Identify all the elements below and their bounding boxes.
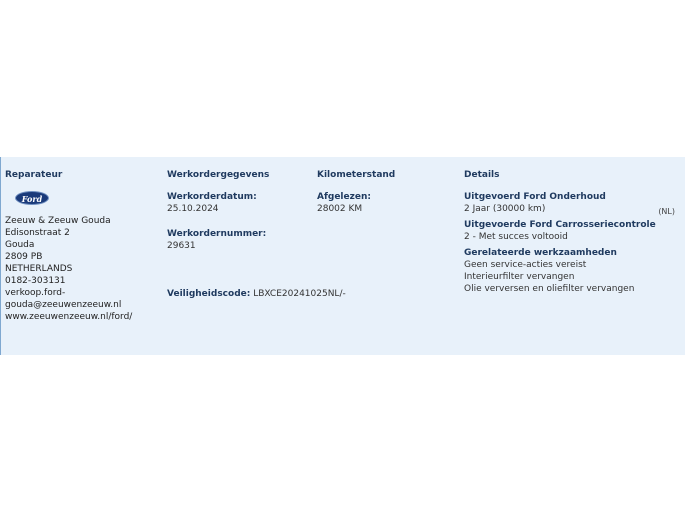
details-line: 2 Jaar (30000 km) bbox=[464, 204, 546, 214]
address-line: gouda@zeeuwenzeeuw.nl bbox=[5, 300, 122, 310]
details-section-title: Uitgevoerde Ford Carrosseriecontrole bbox=[464, 220, 656, 230]
mileage-column bbox=[317, 169, 457, 215]
workorder-header: Werkordergegevens bbox=[167, 170, 270, 180]
repairer-address bbox=[5, 215, 155, 323]
service-record-panel bbox=[0, 157, 685, 355]
address-line: NETHERLANDS bbox=[5, 264, 73, 274]
details-line: Interieurfilter vervangen bbox=[464, 272, 575, 282]
details-section-title: Uitgevoerd Ford Onderhoud bbox=[464, 192, 606, 202]
address-line: Gouda bbox=[5, 240, 35, 250]
details-line: 2 - Met succes voltooid bbox=[464, 232, 568, 242]
repairer-header: Reparateur bbox=[5, 170, 63, 180]
details-line: Geen service-acties vereist bbox=[464, 260, 587, 270]
workorder-date-value: 25.10.2024 bbox=[167, 204, 219, 214]
repairer-column bbox=[5, 169, 155, 323]
country-code: (NL) bbox=[658, 207, 675, 216]
workorder-date bbox=[167, 191, 312, 215]
workorder-date-label: Werkorderdatum: bbox=[167, 192, 257, 202]
security-code-label: Veiligheidscode: bbox=[167, 289, 251, 299]
details-column bbox=[464, 169, 679, 299]
address-line: www.zeeuwenzeeuw.nl/ford/ bbox=[5, 312, 133, 322]
ford-logo-icon: Ford bbox=[15, 191, 49, 205]
details-section bbox=[464, 191, 679, 215]
workorder-column bbox=[167, 169, 312, 265]
details-section bbox=[464, 219, 679, 243]
address-line: 0182-303131 bbox=[5, 276, 66, 286]
security-code bbox=[167, 289, 346, 299]
security-code-value: LBXCE20241025NL/- bbox=[253, 289, 346, 299]
address-line: verkoop.ford- bbox=[5, 288, 66, 298]
workorder-number bbox=[167, 228, 312, 252]
details-header: Details bbox=[464, 170, 500, 180]
address-line: 2809 PB bbox=[5, 252, 43, 262]
workorder-number-label: Werkordernummer: bbox=[167, 229, 267, 239]
mileage-read-label: Afgelezen: bbox=[317, 192, 371, 202]
mileage-read-value: 28002 KM bbox=[317, 204, 363, 214]
details-section-title: Gerelateerde werkzaamheden bbox=[464, 248, 617, 258]
address-line: Edisonstraat 2 bbox=[5, 228, 70, 238]
address-line: Zeeuw & Zeeuw Gouda bbox=[5, 216, 111, 226]
details-line: Olie verversen en oliefilter vervangen bbox=[464, 284, 635, 294]
workorder-number-value: 29631 bbox=[167, 241, 196, 251]
mileage-header: Kilometerstand bbox=[317, 170, 396, 180]
details-section bbox=[464, 247, 679, 295]
